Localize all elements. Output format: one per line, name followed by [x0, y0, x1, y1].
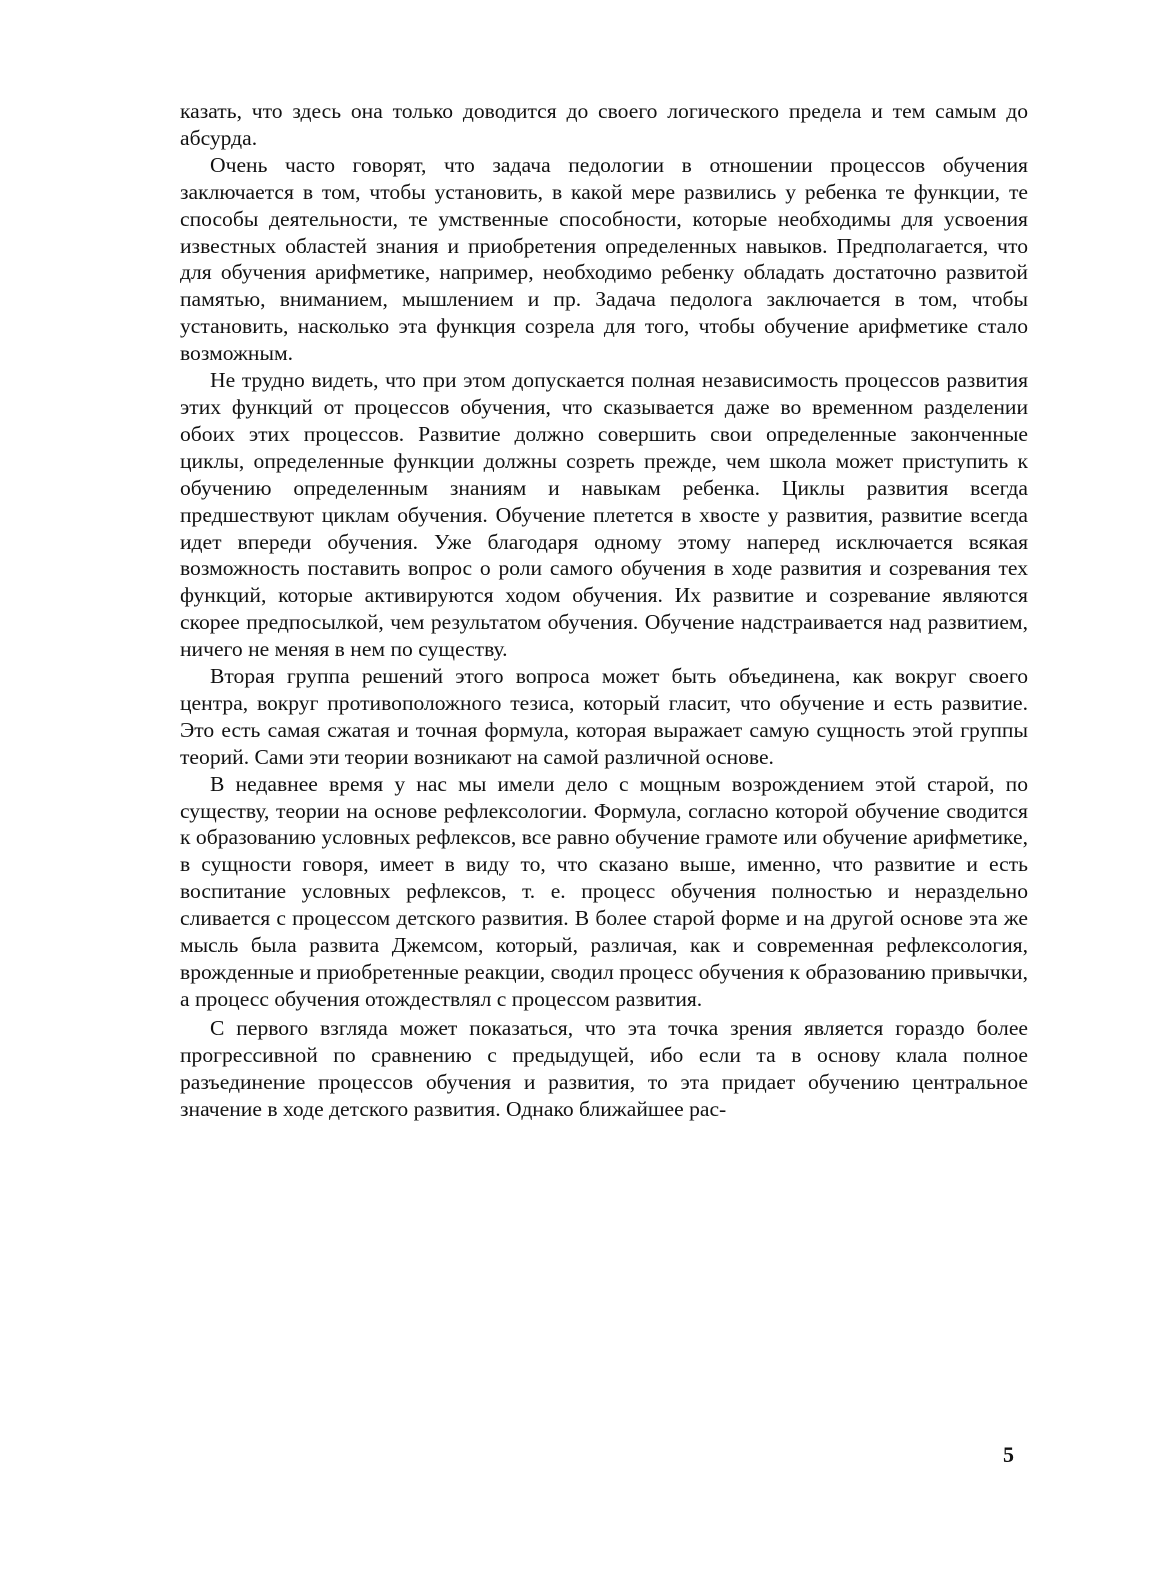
paragraph-continuation: казать, что здесь она только доводится до своего логического предела и тем самым до абсурда.	[180, 99, 1028, 150]
page-number: 5	[1003, 1442, 1014, 1467]
paragraph: С первого взгляда может показаться, что эта точка зрения является гораздо более прогрессивной по сравнению с предыдущей, ибо если та в основу клала полное разъединение процессов обучения и развития, то эта придает обучению центральное значение в ходе детского развития. Однако ближайшее рас-	[180, 1015, 1028, 1121]
paragraph: Вторая группа решений этого вопроса может быть объединена, как вокруг своего центра, вокруг противоположного тезиса, который гласит, что обучение и есть развитие. Это есть самая сжатая и точная формула, которая выражает самую сущность этой группы теорий. Сами эти теории возникают на самой различной основе.	[180, 664, 1028, 769]
paragraph: В недавнее время у нас мы имели дело с мощным возрождением этой старой, по существу, теории на основе рефлексологии. Формула, согласно которой обучение сводится к образованию условных рефлексов, все равно обучение грамоте или обучение арифметике, в сущности говоря, имеет в виду то, что сказано выше, именно, что развитие и есть воспитание условных рефлексов, т. е. процесс обучения полностью и нераздельно сливается с процессом детского развития. В более старой форме и на другой основе эта же мысль была развита Джемсом, который, различая, как и современная рефлексология, врожденные и приобретенные реакции, сводил процесс обучения к образованию привычки, а процесс обучения отождествлял с процессом развития.	[180, 771, 1028, 1011]
body-text	[180, 98, 1028, 1122]
paragraph: Не трудно видеть, что при этом допускается полная независимость процессов развития этих функций от процессов обучения, что сказывается даже во временном разделении обоих этих процессов. Развитие должно совершить свои определенные законченные циклы, определенные функции должны созреть прежде, чем школа может приступить к обучению определенным знаниям и навыкам ребенка. Циклы развития всегда предшествуют циклам обучения. Обучение плетется в хвосте у развития, развитие всегда идет впереди обучения. Уже благодаря одному этому наперед исключается всякая возможность поставить вопрос о роли самого обучения в ходе развития и созревания тех функций, которые активируются ходом обучения. Их развитие и созревание являются скорее предпосылкой, чем результатом обучения. Обучение надстраивается над развитием, ничего не меняя в нем по существу.	[180, 368, 1028, 662]
paragraph: Очень часто говорят, что задача педологии в отношении процессов обучения заключается в том, чтобы установить, в какой мере развились у ребенка те функции, те способы деятельности, те умственные способности, которые необходимы для усвоения известных областей знания и приобретения определенных навыков. Предполагается, что для обучения арифметике, например, необходимо ребенку обладать достаточно развитой памятью, вниманием, мышлением и пр. Задача педолога заключается в том, чтобы установить, насколько эта функция созрела для того, чтобы обучение арифметике стало возможным.	[180, 152, 1028, 366]
